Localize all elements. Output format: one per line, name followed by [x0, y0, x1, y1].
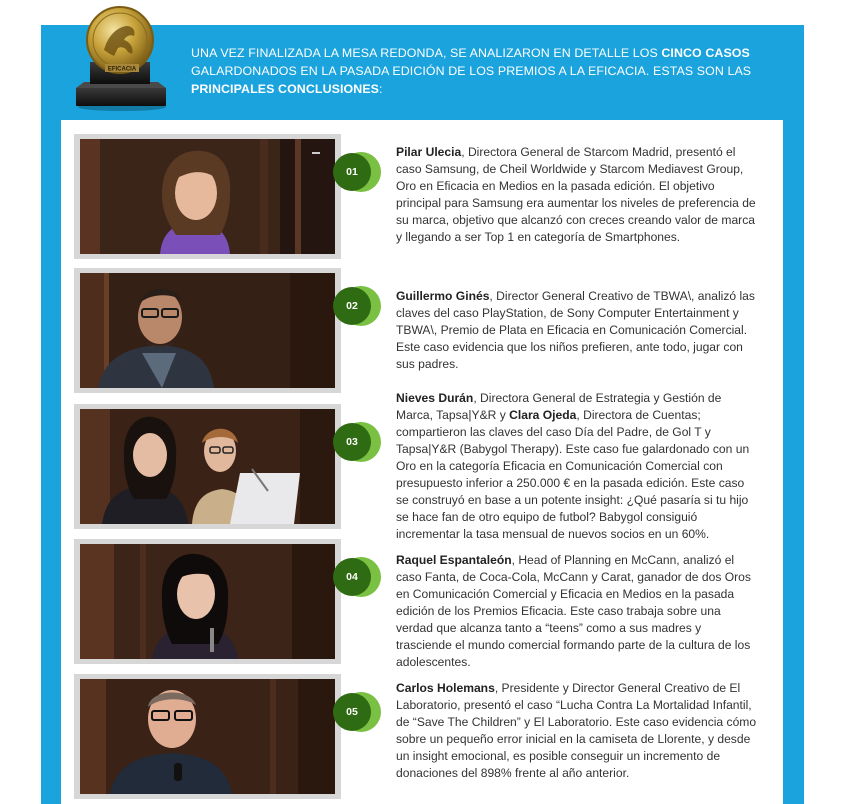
- speaker-name: Guillermo Ginés: [396, 289, 490, 303]
- case-photo: [74, 134, 341, 259]
- speaker-photo-5: [80, 679, 335, 794]
- case-description: Nieves Durán, Directora General de Estrategia y Gestión de Marca, Tapsa|Y&R y Clara Ojeda, Directora de Cuentas; compartieron las claves del caso Día del Padre, de Gol T y Tapsa|Y&R (Babygol Therapy). Este caso fue galardonado con un Oro en la categoría Eficacia en Comunicación Comercial con presupuesto inferior a 250.000 € en la pasada edición. Este caso se construyó en base a un potente insight: ¿Qué pasaría si tu hijo se hace fan de otro equipo de futbol? Babygol consiguió incrementar la tasa mensual de nuevos socios en un 60%.: [396, 391, 750, 541]
- case-description: Raquel Espantaleón, Head of Planning en McCann, analizó el caso Fanta, de Coca-Cola, McCann y Carat, ganador de dos Oros en Comunicación Comercial y Eficacia en Medios en la pasada edición de los Premios Eficacia. Este caso trabaja sobre una verdad que alcanza tanto a “teens” como a sus madres y trasciende el mundo comercial formando parte de la cultura de los adolescentes.: [396, 553, 751, 669]
- speaker-photo-2: [80, 273, 335, 388]
- trophy-plate-text: EFICACIA: [107, 66, 137, 73]
- intro-highlight-conclusions: PRINCIPALES CONCLUSIONES: [191, 82, 380, 96]
- case-description: Guillermo Ginés, Director General Creativo de TBWA\, analizó las claves del caso PlayStation, de Sony Computer Entertainment y TBWA\, Premio de Plata en Eficacia en Comunicación Comercial. Este caso evidencia que los niños prefieren, ante todo, jugar con sus padres.: [396, 289, 755, 371]
- trophy-icon: [74, 2, 168, 112]
- speaker-photo-3: [80, 409, 335, 524]
- case-photo: [74, 539, 341, 664]
- speaker-name: Clara Ojeda: [509, 408, 577, 422]
- case-number: 02: [346, 300, 358, 312]
- speaker-name: Raquel Espantaleón: [396, 553, 512, 567]
- speaker-name: Pilar Ulecia: [396, 145, 462, 159]
- case-photo: [74, 268, 341, 393]
- case-number: 04: [346, 571, 358, 583]
- speaker-photo-4: [80, 544, 335, 659]
- speaker-name: Nieves Durán: [396, 391, 474, 405]
- speaker-photo-1: [80, 139, 335, 254]
- case-number: 03: [346, 436, 358, 448]
- case-number: 01: [346, 166, 358, 178]
- speaker-name: Carlos Holemans: [396, 681, 495, 695]
- case-photo: [74, 404, 341, 529]
- intro-highlight-cases: CINCO CASOS: [661, 46, 750, 60]
- case-description: Carlos Holemans, Presidente y Director General Creativo de El Laboratorio, presentó el caso “Lucha Contra La Mortalidad Infantil, de “Save The Children” y El Laboratorio. Este caso evidencia cómo sobre un pequeño error inicial en la camiseta de Llorente, y desde un insight emocional, es posible conseguir un incremento de donaciones del 898% frente al año anterior.: [396, 681, 757, 780]
- case-number: 05: [346, 706, 358, 718]
- cases-list: [61, 120, 783, 804]
- case-photo: [74, 674, 341, 799]
- case-description: Pilar Ulecia, Directora General de Starcom Madrid, presentó el caso Samsung, de Cheil Worldwide y Starcom Mediavest Group, Oro en Eficacia en Medios en la pasada edición. El objetivo principal para Samsung era aumentar los niveles de preferencia de su marca, objetivo que alcanzó con creces creando valor de marca y llegando a ser Top 1 en categoría de Smartphones.: [396, 145, 756, 244]
- intro-text: UNA VEZ FINALIZADA LA MESA REDONDA, SE ANALIZARON EN DETALLE LOS CINCO CASOS GALARDONADOS EN LA PASADA EDICIÓN DE LOS PREMIOS A LA EFICACIA. ESTAS SON LAS PRINCIPALES CONCLUSIONES:: [191, 46, 752, 96]
